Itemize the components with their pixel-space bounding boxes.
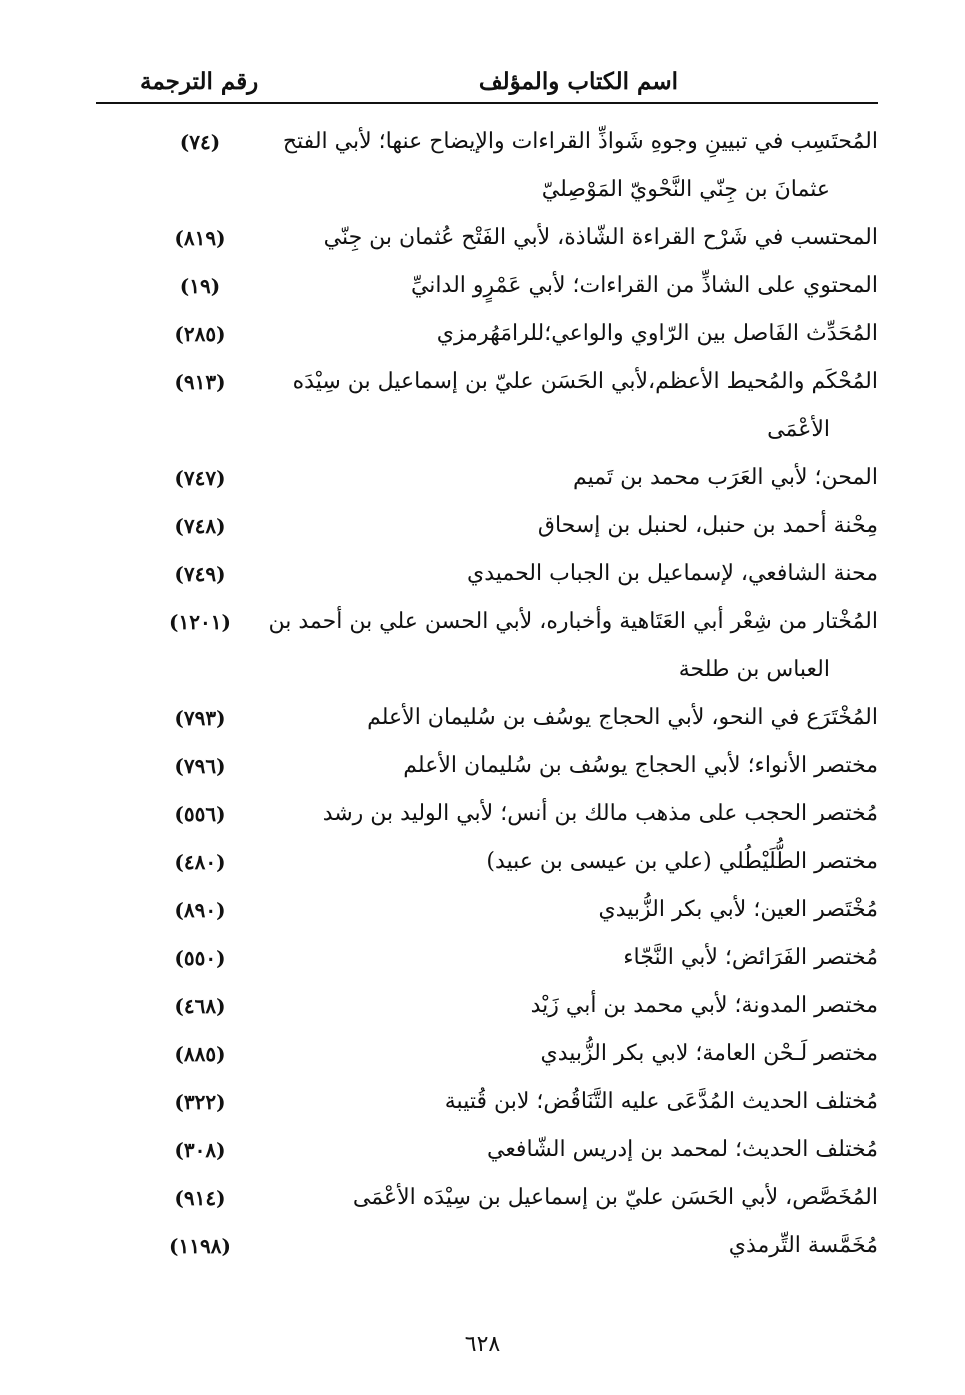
list-item [96, 358, 878, 454]
entry-title [268, 886, 878, 934]
entry-number: (٨١٩) [174, 226, 226, 250]
entry-title-text: المُحْكَم والمُحيط الأعظم،لأبي الحَسَن عليّ بن إسماعيل بن سِيْدَه [292, 369, 878, 394]
entry-number: (٧٤) [179, 130, 221, 154]
entry-number: (٥٥٦) [174, 802, 226, 826]
list-item [96, 1078, 878, 1126]
entry-number: (١٩) [179, 274, 221, 298]
entry-number: (٧٩٣) [174, 706, 226, 730]
list-item [96, 982, 878, 1030]
entry-number: (٣٠٨) [174, 1138, 226, 1162]
entry-title [268, 742, 878, 790]
list-item [96, 1222, 878, 1270]
list-item [96, 1174, 878, 1222]
header-title-column: اسم الكتاب والمؤلف [478, 68, 678, 95]
list-item [96, 262, 878, 310]
entry-number: (٤٦٨) [174, 994, 226, 1018]
entry-number: (٧٤٩) [174, 562, 226, 586]
entry-title [268, 694, 878, 742]
entry-title-text: مُخْتَصر العين؛ لأبي بكر الزُّبيدي [598, 897, 878, 922]
entry-title [268, 262, 878, 310]
entry-title-text: محنة الشافعي، لإسماعيل بن الجباب الحميدي [466, 561, 878, 586]
entry-title [268, 1030, 878, 1078]
list-item [96, 118, 878, 214]
entry-title [268, 454, 878, 502]
entry-title [268, 1126, 878, 1174]
entry-title [268, 550, 878, 598]
list-item [96, 310, 878, 358]
entry-title [268, 502, 878, 550]
entry-title-text: المُخَصَّص، لأبي الحَسَن عليّ بن إسماعيل بن سِيْدَه الأعْمَى [352, 1185, 878, 1210]
entry-title-text: المُخْتَرَع في النحو، لأبي الحجاج يوسُف بن سُليمان الأعلم [367, 705, 878, 730]
entry-title [268, 310, 878, 358]
entry-number: (٧٩٦) [174, 754, 226, 778]
entry-title-text: مختصر لَـحْن العامة؛ لابي بكر الزُّبيدي [540, 1041, 878, 1066]
entry-title [268, 214, 878, 262]
entry-number: (٤٨٠) [174, 850, 226, 874]
list-item [96, 838, 878, 886]
entry-title-continuation: عثمانَ بن جِنّي النَّحْويّ المَوْصِليّ [541, 177, 830, 202]
entry-title [268, 838, 878, 886]
entry-title-text: مُختلف الحديث؛ لمحمد بن إدريس الشّافعي [486, 1137, 878, 1162]
entry-number: (١٢٠١) [169, 610, 231, 634]
entry-number: (٩١٤) [174, 1186, 226, 1210]
list-item [96, 1030, 878, 1078]
entry-title-text: مختصر الأنواء؛ لأبي الحجاج يوسُف بن سُليمان الأعلم [403, 753, 878, 778]
list-item [96, 790, 878, 838]
entry-title-text: المُخْتار من شِعْر أبي العَتَاهية وأخباره، لأبي الحسن علي بن أحمد بن [268, 609, 878, 634]
entry-title [268, 118, 878, 214]
entry-title [268, 982, 878, 1030]
list-item [96, 502, 878, 550]
entry-title-text: مختصر المدونة؛ لأبي محمد بن أبي زَيْد [530, 993, 878, 1018]
entry-number: (٨٨٥) [174, 1042, 226, 1066]
entry-title-text: مُخَمَّسة التِّرمذي [728, 1233, 878, 1258]
list-item [96, 934, 878, 982]
page-number: ٦٢٨ [464, 1332, 501, 1357]
entry-title-text: مُختصر الفَرَائض؛ لأبي النَّجّاء [623, 945, 878, 970]
entry-number: (٧٤٧) [174, 466, 226, 490]
entry-title-continuation: الأعْمَى [767, 417, 830, 442]
list-item [96, 1126, 878, 1174]
entry-title [268, 1222, 878, 1270]
entry-title [268, 790, 878, 838]
entry-title [268, 1078, 878, 1126]
entry-title [268, 598, 878, 694]
entry-number: (١١٩٨) [169, 1234, 231, 1258]
entry-title-text: مختصر الطُّلَيْطُلي (علي بن عيسى بن عبيد) [486, 849, 878, 874]
entry-title-text: المحتوي على الشاذِّ من القراءات؛ لأبي عَمْرٍو الدانيِّ [410, 273, 878, 298]
entry-number: (٣٢٢) [174, 1090, 226, 1114]
entry-title-text: المُحَدِّث الفَاصل بين الرّاوي والواعي؛للرامَهُرمزي [436, 321, 878, 346]
entry-title-continuation: العباس بن طلحة [678, 657, 830, 682]
entry-title-text: مُختصر الحجب على مذهب مالك بن أنس؛ لأبي الوليد بن رشد [322, 801, 878, 826]
entry-number: (٥٥٠) [174, 946, 226, 970]
header-number-column: رقم الترجمة [140, 68, 259, 95]
entry-title-text: المُحتَسِب في تبيينِ وجوهِ شَواذِّ القراءات والإيضاح عنها؛ لأبي الفتح [282, 129, 878, 154]
entry-number: (٢٨٥) [174, 322, 226, 346]
entry-title-text: مِحْنة أحمد بن حنبل، لحنبل بن إسحاق [537, 513, 878, 538]
list-item [96, 550, 878, 598]
entry-number: (٩١٣) [174, 370, 226, 394]
list-item [96, 598, 878, 694]
entry-number: (٧٤٨) [174, 514, 226, 538]
list-item [96, 454, 878, 502]
entry-title [268, 358, 878, 454]
entry-title [268, 1174, 878, 1222]
entry-list [96, 118, 878, 1270]
list-item [96, 694, 878, 742]
entry-title-text: المحتسب في شَرْح القراءة الشّاذة، لأبي الفَتْح عُثمان بن جِنّي [323, 225, 878, 250]
entry-title [268, 934, 878, 982]
table-header [96, 68, 878, 104]
entry-title-text: مُختلف الحديث المُدَّعَى عليه التَّنَاقُض؛ لابن قُتيبة [444, 1089, 878, 1114]
list-item [96, 886, 878, 934]
entry-number: (٨٩٠) [174, 898, 226, 922]
list-item [96, 214, 878, 262]
entry-title-text: المحن؛ لأبي العَرَب محمد بن تَميم [573, 465, 878, 490]
list-item [96, 742, 878, 790]
